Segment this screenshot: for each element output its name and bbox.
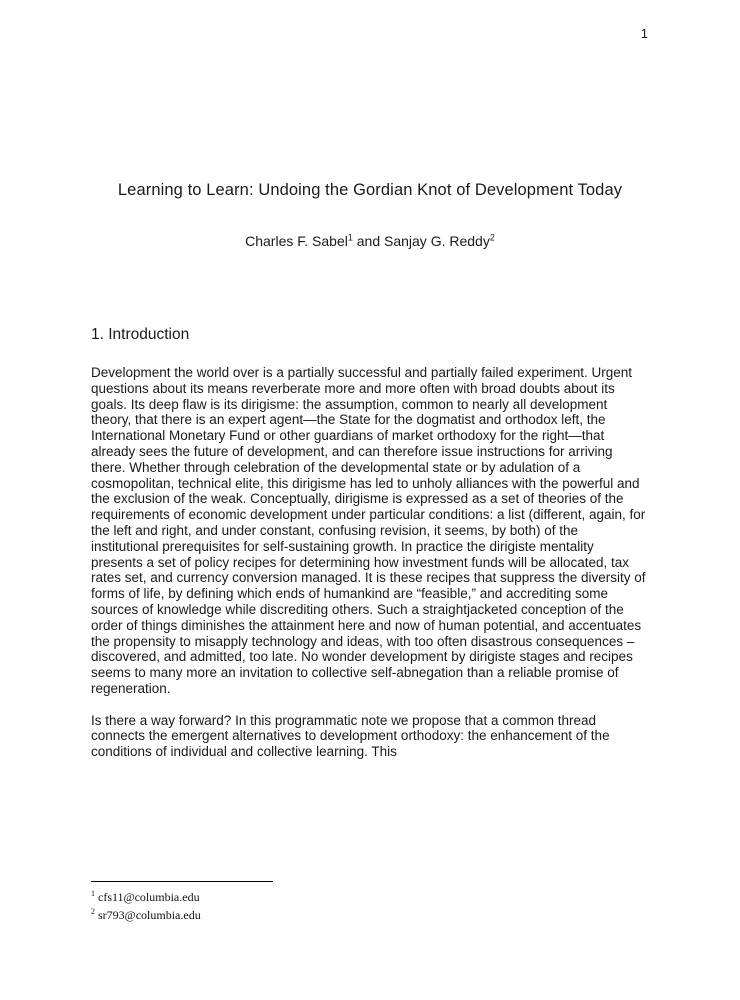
footnote-2-text: sr793@columbia.edu xyxy=(98,907,201,922)
footnote-1 xyxy=(91,889,649,907)
footnote-1-text: cfs11@columbia.edu xyxy=(98,890,200,904)
authors-line xyxy=(80,233,660,249)
authors-connector: and xyxy=(352,233,384,249)
footnote-2-marker: 2 xyxy=(91,906,95,916)
author-1-footnote-ref: 1 xyxy=(347,232,353,243)
footnote-2 xyxy=(91,907,649,925)
author-2-name: Sanjay G. Reddy xyxy=(384,233,490,249)
paragraph-1: Development the world over is a partially successful and partially failed experiment. Urgent questions about its means reverberate more and more often with broad doubts about its goals. Its deep flaw is its dirigisme: the assumption, common to nearly all development theory, that there is an expert agent—the State for the dogmatist and orthodox left, the International Monetary Fund or other guardians of market orthodoxy for the right—that already sees the future of development, and can therefore issue instructions for arriving there. Whether through celebration of the developmental state or by adulation of a cosmopolitan, technical elite, this dirigisme has led to unholy alliances with the powerful and the exclusion of the weak. Conceptually, dirigisme is expressed as a set of theories of the requirements of economic development under particular conditions: a list (different, again, for the left and right, and under constant, confusing revision, it seems, by both) of the institutional prerequisites for self-sustaining growth. In practice the dirigiste mentality presents a set of policy recipes for determining how investment funds will be allocated, tax rates set, and currency conversion managed. It is these recipes that suppress the diversity of forms of life, by defining which ends of humankind are “feasible,” and accrediting some sources of knowledge while discrediting others. Such a straightjacketed conception of the order of things diminishes the attainment here and now of human potential, and accentuates the propensity to misapply technology and ideas, with too often disastrous consequences – discovered, and admitted, too late. No wonder development by dirigiste stages and recipes seems to many more an invitation to collective self-abnegation than a reliable promise of regeneration. xyxy=(91,365,646,696)
footnote-1-marker: 1 xyxy=(91,889,95,898)
body-text xyxy=(91,365,649,776)
footnote-separator-rule xyxy=(91,881,273,882)
paragraph-2: Is there a way forward? In this programmatic note we propose that a common thread connects the emergent alternatives to development orthodoxy: the enhancement of the conditions of individual and collective learning. This xyxy=(91,712,610,760)
author-2-footnote-ref: 2 xyxy=(489,232,495,243)
author-1-name: Charles F. Sabel xyxy=(245,233,348,249)
footnotes-section xyxy=(91,881,649,924)
section-heading-introduction: 1. Introduction xyxy=(91,326,190,343)
paper-title: Learning to Learn: Undoing the Gordian Knot of Development Today xyxy=(117,181,623,199)
page-number: 1 xyxy=(640,26,648,41)
